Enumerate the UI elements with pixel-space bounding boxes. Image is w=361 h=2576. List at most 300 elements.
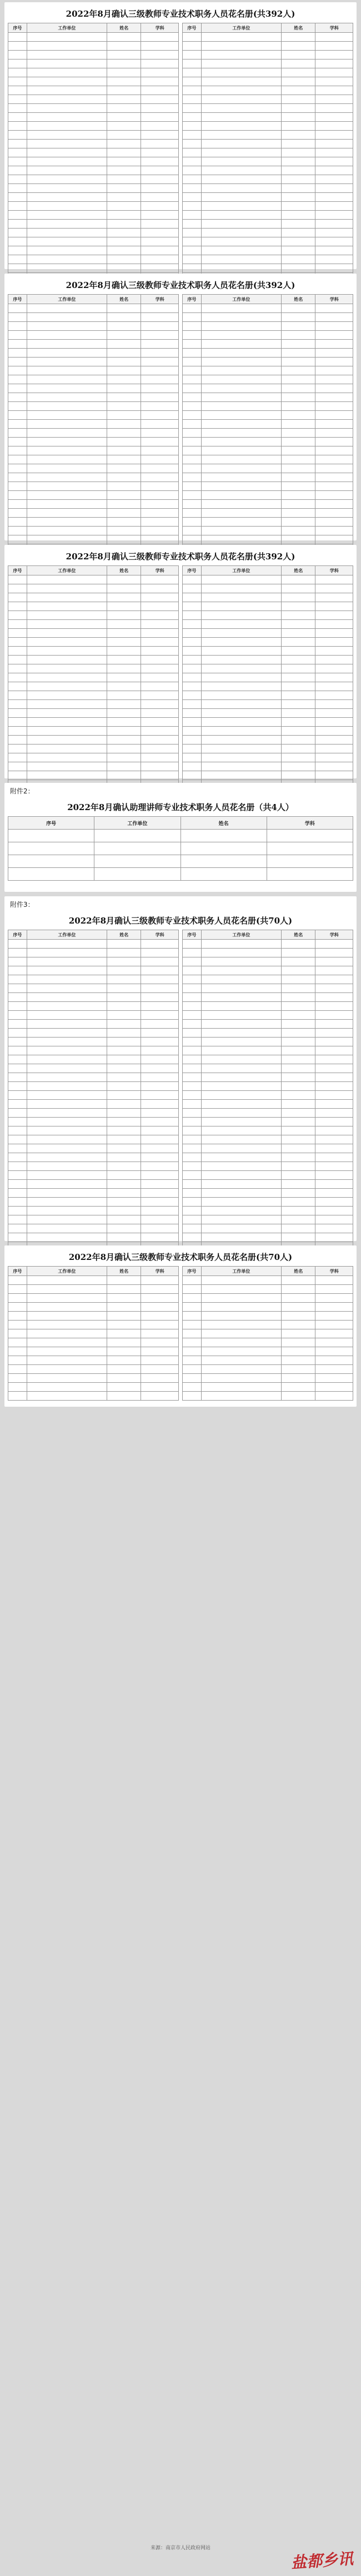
table-row (183, 313, 353, 322)
table-cell (27, 771, 107, 780)
table-row (183, 584, 353, 593)
table-cell (201, 1073, 281, 1082)
table-cell (107, 527, 141, 535)
table-cell (141, 1294, 179, 1303)
table-cell (201, 438, 281, 446)
table-row (8, 1383, 179, 1392)
table-cell (183, 993, 202, 1002)
table-cell (315, 629, 353, 638)
table-cell (183, 527, 202, 535)
table-row (183, 691, 353, 700)
table-row (183, 304, 353, 313)
table-cell (107, 113, 141, 122)
table-cell (201, 68, 281, 77)
table-cell (282, 166, 315, 175)
table-cell (141, 304, 179, 313)
table-cell (282, 95, 315, 104)
table-cell (315, 620, 353, 629)
table-cell (282, 691, 315, 700)
table-cell (141, 1171, 179, 1180)
table-cell (282, 202, 315, 211)
table-cell (8, 842, 94, 855)
table-cell (27, 1392, 107, 1401)
table-cell (315, 1329, 353, 1338)
table-cell (201, 51, 281, 59)
table-row (8, 229, 179, 237)
table-row (183, 949, 353, 957)
table-cell (282, 656, 315, 664)
table-cell (201, 518, 281, 527)
table-cell (8, 1294, 27, 1303)
table-row (183, 518, 353, 527)
table-cell (27, 482, 107, 491)
table-cell (183, 647, 202, 656)
table-cell (282, 304, 315, 313)
table-row (8, 113, 179, 122)
column-header: 序号 (8, 23, 27, 33)
column-header: 工作单位 (27, 566, 107, 575)
table-cell (141, 1126, 179, 1135)
table-cell (27, 331, 107, 340)
table-cell (201, 500, 281, 509)
table-cell (141, 718, 179, 727)
table-row (183, 509, 353, 518)
table-cell (282, 349, 315, 358)
table-cell (282, 1392, 315, 1401)
table-row (8, 148, 179, 157)
table-cell (27, 366, 107, 375)
table-cell (8, 940, 27, 949)
table-cell (315, 1374, 353, 1383)
table-row (183, 527, 353, 535)
table-cell (315, 1020, 353, 1029)
table-cell (107, 1135, 141, 1144)
table-cell (27, 1118, 107, 1126)
table-cell (141, 148, 179, 157)
table-cell (8, 1020, 27, 1029)
table-cell (8, 966, 27, 975)
table-cell (107, 1002, 141, 1011)
table-cell (282, 966, 315, 975)
table-cell (27, 202, 107, 211)
table-cell (141, 638, 179, 647)
table-cell (282, 420, 315, 429)
table-row (8, 211, 179, 220)
table-row (8, 1055, 179, 1064)
table-cell (141, 438, 179, 446)
table-cell (315, 1091, 353, 1100)
table-row (8, 491, 179, 500)
table-cell (315, 1144, 353, 1153)
table-cell (315, 575, 353, 584)
table-cell (201, 1038, 281, 1046)
table-cell (183, 331, 202, 340)
table-cell (183, 638, 202, 647)
table-cell (282, 1383, 315, 1392)
table-row (183, 744, 353, 753)
table-cell (315, 211, 353, 220)
table-cell (282, 1153, 315, 1162)
table-row (8, 975, 179, 984)
table-row (183, 593, 353, 602)
table-cell (282, 331, 315, 340)
table-cell (8, 1038, 27, 1046)
table-row (8, 1285, 179, 1294)
table-cell (107, 1153, 141, 1162)
table-cell (183, 113, 202, 122)
table-cell (183, 575, 202, 584)
table-cell (201, 393, 281, 402)
table-cell (107, 51, 141, 59)
table-cell (107, 718, 141, 727)
table-cell (107, 1189, 141, 1198)
table-cell (282, 491, 315, 500)
table-cell (201, 429, 281, 438)
table-cell (141, 682, 179, 691)
table-row (8, 718, 179, 727)
table-row (8, 1100, 179, 1109)
table-cell (201, 656, 281, 664)
table-row (183, 1046, 353, 1055)
table-cell (27, 611, 107, 620)
table-row (8, 322, 179, 331)
table-cell (107, 1285, 141, 1294)
column-header: 学科 (141, 23, 179, 33)
table-cell (8, 527, 27, 535)
table-row (8, 1276, 179, 1285)
table-cell (315, 42, 353, 51)
table-cell (141, 602, 179, 611)
table-cell (201, 611, 281, 620)
table-cell (141, 940, 179, 949)
table-row (8, 966, 179, 975)
table-row (8, 535, 179, 544)
table-cell (201, 762, 281, 771)
table-cell (94, 830, 180, 842)
table-cell (183, 753, 202, 762)
table-cell (8, 1046, 27, 1055)
table-cell (183, 1374, 202, 1383)
table-cell (201, 1082, 281, 1091)
table-cell (183, 518, 202, 527)
table-cell (27, 1303, 107, 1312)
table-cell (141, 1046, 179, 1055)
table-cell (183, 1135, 202, 1144)
table-cell (315, 1233, 353, 1242)
table-cell (183, 358, 202, 366)
column-header: 工作单位 (201, 1267, 281, 1276)
table-cell (183, 771, 202, 780)
table-cell (201, 984, 281, 993)
table-cell (315, 1180, 353, 1189)
table-cell (282, 464, 315, 473)
table-cell (183, 220, 202, 229)
table-row (183, 1038, 353, 1046)
table-cell (8, 157, 27, 166)
table-cell (201, 620, 281, 629)
table-cell (141, 984, 179, 993)
table-cell (8, 42, 27, 51)
table-cell (107, 1011, 141, 1020)
table-cell (183, 509, 202, 518)
table-cell (141, 482, 179, 491)
table-cell (107, 664, 141, 673)
table-cell (27, 664, 107, 673)
table-cell (107, 753, 141, 762)
table-cell (8, 384, 27, 393)
table-cell (8, 1073, 27, 1082)
table-cell (8, 647, 27, 656)
sheet-title: 2022年8月确认三级教师专业技术职务人员花名册(共70人) (68, 1252, 293, 1262)
table-cell (315, 358, 353, 366)
table-cell (107, 1294, 141, 1303)
table-cell (201, 104, 281, 113)
table-row (183, 966, 353, 975)
table-cell (27, 1144, 107, 1153)
table-cell (315, 246, 353, 255)
table-cell (27, 691, 107, 700)
table-cell (315, 1215, 353, 1224)
table-cell (183, 673, 202, 682)
table-row (183, 762, 353, 771)
column-header: 工作单位 (201, 566, 281, 575)
table-cell (107, 340, 141, 349)
table-cell (282, 1038, 315, 1046)
table-cell (107, 375, 141, 384)
table-cell (282, 375, 315, 384)
column-header: 姓名 (282, 23, 315, 33)
table-row (183, 1100, 353, 1109)
table-row (8, 411, 179, 420)
table-cell (183, 1118, 202, 1126)
table-cell (8, 629, 27, 638)
table-cell (183, 1276, 202, 1285)
table-cell (8, 753, 27, 762)
table-cell (107, 535, 141, 544)
table-row (183, 500, 353, 509)
table-cell (201, 700, 281, 709)
table-cell (282, 184, 315, 193)
table-row (183, 246, 353, 255)
table-cell (282, 175, 315, 184)
table-row (8, 1002, 179, 1011)
table-cell (141, 1055, 179, 1064)
watermark-logo: 盐都乡讯 (290, 2549, 354, 2572)
table-cell (141, 473, 179, 482)
table-cell (107, 700, 141, 709)
table-cell (315, 1294, 353, 1303)
table-cell (282, 104, 315, 113)
sheet-title: 2022年8月确认三级教师专业技术职务人员花名册(共70人) (68, 916, 293, 926)
table-row (183, 68, 353, 77)
table-cell (27, 77, 107, 86)
table-cell (201, 957, 281, 966)
table-cell (183, 1338, 202, 1347)
table-cell (8, 1091, 27, 1100)
table-cell (8, 358, 27, 366)
table-cell (141, 700, 179, 709)
table-row (183, 1002, 353, 1011)
table-cell (8, 1392, 27, 1401)
table-cell (107, 1233, 141, 1242)
table-cell (141, 1189, 179, 1198)
table-cell (183, 1207, 202, 1215)
table-cell (107, 229, 141, 237)
table-row (8, 393, 179, 402)
table-cell (282, 1189, 315, 1198)
table-row (183, 984, 353, 993)
table-cell (183, 1100, 202, 1109)
table-cell (107, 1082, 141, 1091)
table-cell (183, 1189, 202, 1198)
table-cell (183, 1329, 202, 1338)
table-row (183, 482, 353, 491)
table-cell (141, 1091, 179, 1100)
table-header-row (183, 566, 353, 575)
table-cell (282, 1329, 315, 1338)
column-header: 工作单位 (27, 295, 107, 304)
table-cell (94, 842, 180, 855)
table-row (183, 535, 353, 544)
table-cell (282, 620, 315, 629)
table-cell (183, 59, 202, 68)
table-row (183, 993, 353, 1002)
column-header: 序号 (183, 1267, 202, 1276)
table-cell (141, 384, 179, 393)
table-cell (315, 375, 353, 384)
table-cell (201, 157, 281, 166)
column-header: 序号 (8, 930, 27, 940)
table-cell (315, 1135, 353, 1144)
table-row (8, 375, 179, 384)
table-cell (282, 984, 315, 993)
table-cell (183, 446, 202, 455)
table-row (183, 771, 353, 780)
table-cell (183, 966, 202, 975)
table-cell (107, 1171, 141, 1180)
table-cell (282, 51, 315, 59)
table-cell (315, 464, 353, 473)
table-cell (27, 1011, 107, 1020)
column-header: 工作单位 (27, 1267, 107, 1276)
table-cell (201, 1144, 281, 1153)
table-cell (282, 313, 315, 322)
table-cell (201, 647, 281, 656)
table-cell (201, 140, 281, 148)
table-cell (315, 535, 353, 544)
table-cell (180, 868, 267, 881)
table-cell (315, 122, 353, 131)
table-cell (201, 993, 281, 1002)
table-cell (315, 411, 353, 420)
table-cell (282, 518, 315, 527)
table-cell (282, 1356, 315, 1365)
table-cell (183, 157, 202, 166)
table-cell (107, 237, 141, 246)
table-cell (282, 584, 315, 593)
table-cell (8, 620, 27, 629)
table-cell (183, 166, 202, 175)
table-cell (141, 264, 179, 273)
table-cell (27, 1135, 107, 1144)
table-row (8, 131, 179, 140)
table-cell (141, 429, 179, 438)
table-cell (107, 193, 141, 202)
table-row (183, 140, 353, 148)
table-row (183, 575, 353, 584)
table-cell (315, 237, 353, 246)
table-row (183, 104, 353, 113)
table-cell (27, 1029, 107, 1038)
table-row (183, 656, 353, 664)
table-cell (8, 86, 27, 95)
table-cell (27, 349, 107, 358)
table-cell (282, 148, 315, 157)
table-row (8, 86, 179, 95)
table-cell (201, 246, 281, 255)
table-row (183, 331, 353, 340)
table-cell (201, 331, 281, 340)
table-cell (27, 1329, 107, 1338)
table-cell (141, 446, 179, 455)
table-cell (27, 975, 107, 984)
table-row (8, 1347, 179, 1356)
table-cell (27, 1365, 107, 1374)
table-cell (183, 940, 202, 949)
table-cell (282, 1180, 315, 1189)
column-header: 学科 (315, 23, 353, 33)
table-cell (8, 1135, 27, 1144)
table-cell (107, 584, 141, 593)
table-cell (141, 966, 179, 975)
table-cell (183, 602, 202, 611)
table-row (183, 611, 353, 620)
table-row (183, 753, 353, 762)
table-cell (27, 1383, 107, 1392)
table-cell (107, 1276, 141, 1285)
table-cell (201, 1365, 281, 1374)
table-cell (282, 1100, 315, 1109)
table-cell (141, 331, 179, 340)
table-cell (183, 1294, 202, 1303)
roster-table-right (182, 565, 353, 789)
table-cell (201, 1011, 281, 1020)
table-cell (315, 518, 353, 527)
table-row (183, 1073, 353, 1082)
table-row (183, 95, 353, 104)
table-row (183, 166, 353, 175)
table-cell (282, 1276, 315, 1285)
table-row (8, 1303, 179, 1312)
table-header-row (183, 930, 353, 940)
table-cell (141, 322, 179, 331)
column-header: 姓名 (282, 295, 315, 304)
roster-table-left (8, 930, 179, 1251)
table-cell (107, 509, 141, 518)
table-row (8, 1180, 179, 1189)
table-row (8, 1073, 179, 1082)
table-cell (315, 86, 353, 95)
table-cell (201, 593, 281, 602)
table-cell (201, 1126, 281, 1135)
table-cell (201, 304, 281, 313)
table-cell (107, 1064, 141, 1073)
table-row (183, 86, 353, 95)
table-cell (27, 949, 107, 957)
table-cell (282, 682, 315, 691)
table-row (8, 175, 179, 184)
table-cell (183, 237, 202, 246)
